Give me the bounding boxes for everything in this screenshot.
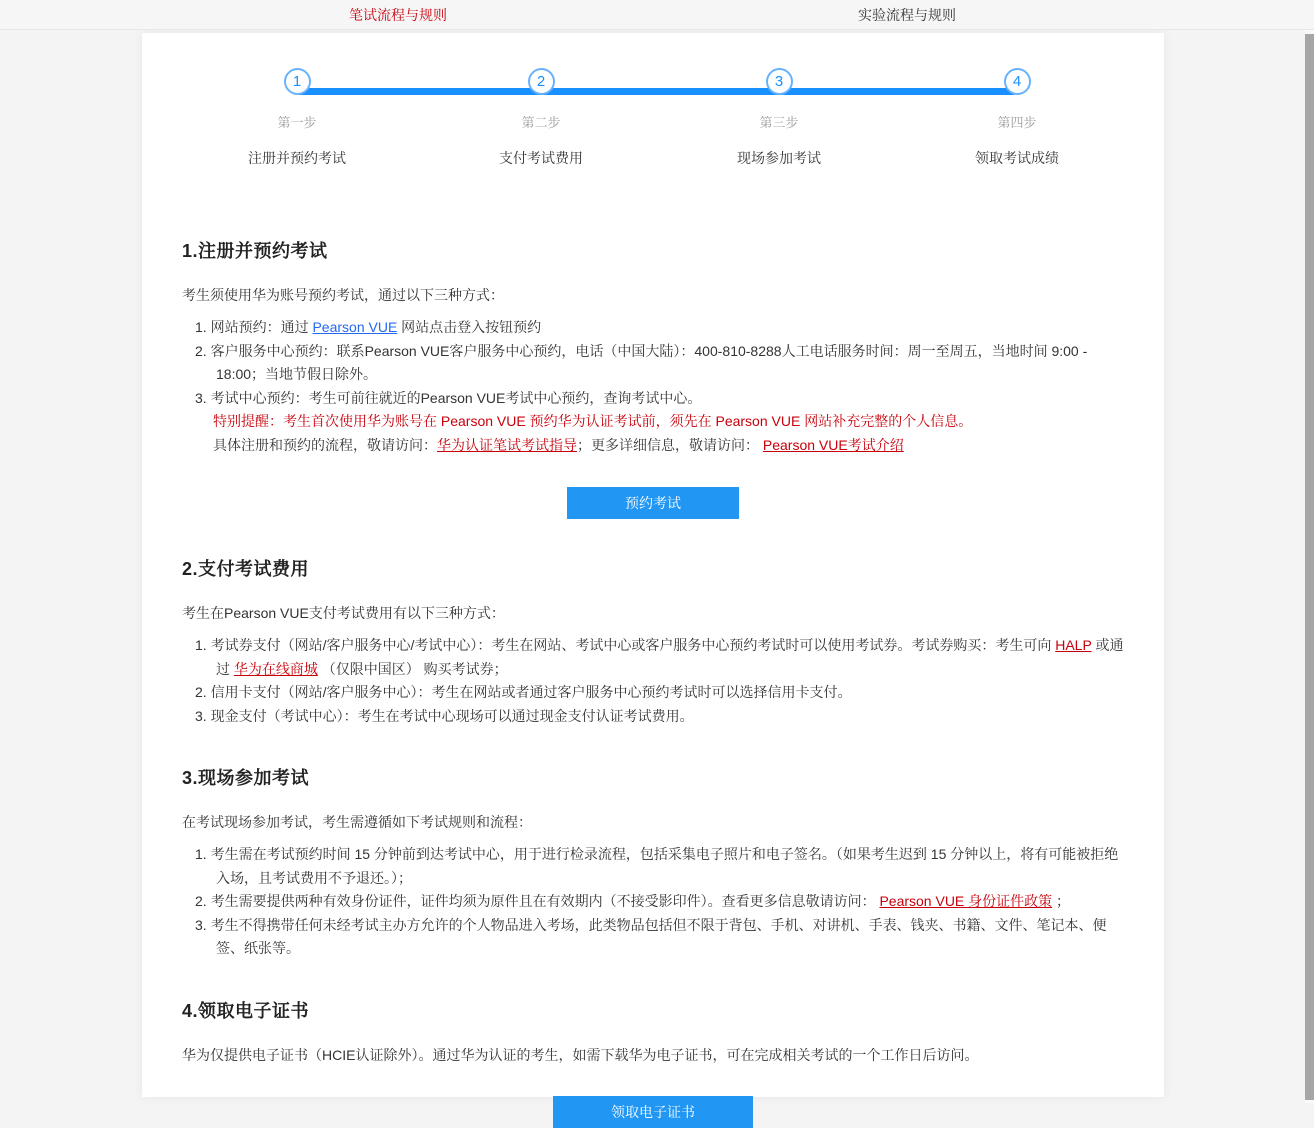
text-run: 3. 现金支付（考试中心）：考生在考试中心现场可以通过现金支付认证考试费用。 (195, 707, 694, 724)
special-reminder (213, 410, 1124, 434)
list-item (195, 340, 1124, 387)
text-run: 或通过 (216, 637, 1124, 677)
exam-process-stepper (142, 33, 1164, 183)
step-1-label: 第一步 (277, 115, 317, 130)
section-1-heading: 1.注册并预约考试 (182, 241, 328, 261)
list-item (195, 316, 1124, 340)
text-run: 1. 考生需在考试预约时间 15 分钟前到达考试中心，用于进行检录流程，包括采集电子照片和电子签名。（如果考生迟到 15 分钟以上，将有可能被拒绝入场，且考试费用不予退还。）； (195, 846, 1119, 886)
section-4-heading: 4.领取电子证书 (182, 1000, 310, 1021)
top-tab-bar (0, 0, 1314, 30)
section-4-intro: 华为仅提供电子证书（HCIE认证除外）。通过华为认证的考生，如需下载华为电子证书，可在完成相关考试的一个工作日后访问。 (182, 1046, 979, 1063)
step-2 (451, 68, 631, 168)
certificate-button-row (182, 1067, 1124, 1128)
list-item (195, 681, 1124, 705)
more-info-line (213, 434, 1124, 458)
list-item (195, 387, 1124, 411)
tab-written-exam-rules[interactable]: 笔试流程与规则 (349, 7, 447, 23)
text-run: ；更多详细信息，敬请访问： (577, 436, 763, 453)
step-1-title: 注册并预约考试 (248, 150, 346, 166)
text-run: （仅限中国区） 购买考试券； (317, 660, 508, 677)
step-1 (207, 68, 387, 168)
huawei-online-store-link[interactable]: 华为在线商城 (233, 660, 318, 677)
stepper-connector-line (297, 88, 1017, 95)
list-item (195, 890, 1124, 914)
list-item (195, 843, 1124, 890)
step-3-circle: 3 (766, 68, 793, 95)
step-2-label: 第二步 (521, 115, 561, 130)
book-button-row (182, 457, 1124, 519)
step-2-circle: 2 (528, 68, 555, 95)
list-item (195, 914, 1124, 961)
section-3-list (195, 843, 1124, 961)
tab-lab-exam-rules[interactable]: 实验流程与规则 (858, 7, 956, 23)
section-get-certificate (182, 997, 1124, 1128)
text-run: 2. 考生需要提供两种有效身份证件，证件均须为原件且在有效期内（不接受影印件）。查看更多信息敬请访问： (195, 893, 880, 909)
step-3 (689, 68, 869, 168)
get-certificate-button[interactable]: 领取电子证书 (553, 1096, 753, 1128)
step-3-label: 第三步 (759, 115, 799, 130)
text-run: 2. 客户服务中心预约：联系Pearson VUE客户服务中心预约，电话（中国大陆）：400-810-8288人工电话服务时间：周一至周五，当地时间 9:00 - 18:00；当地节假日除外。 (195, 342, 1088, 382)
step-4 (927, 68, 1107, 168)
pearson-vue-intro-link[interactable]: Pearson VUE考试介绍 (762, 436, 904, 453)
section-2-heading: 2.支付考试费用 (182, 559, 310, 579)
section-1-notes (213, 410, 1124, 457)
text-run: 网站点击登入按钮预约 (397, 319, 542, 335)
section-register-and-book (182, 237, 1124, 519)
step-3-title: 现场参加考试 (737, 150, 821, 166)
step-1-circle: 1 (284, 68, 311, 95)
section-1-intro: 考生须使用华为账号预约考试，通过以下三种方式： (182, 287, 504, 303)
step-4-label: 第四步 (997, 115, 1037, 130)
page-scrollbar-track[interactable] (1305, 30, 1314, 1103)
main-card (142, 33, 1164, 1120)
text-run: 3. 考生不得携带任何未经考试主办方允许的个人物品进入考场，此类物品包括但不限于背包、手机、对讲机、手表、钱夹、书籍、文件、笔记本、便签、纸张等。 (195, 916, 1107, 956)
halp-link[interactable]: HALP (1055, 637, 1092, 653)
step-2-title: 支付考试费用 (499, 150, 583, 166)
section-2-intro: 考生在Pearson VUE支付考试费用有以下三种方式： (182, 605, 505, 621)
text-run: 1. 考试券支付（网站/客户服务中心/考试中心）：考生在网站、考试中心或客户服务中心预约考试时可以使用考试券。考试券购买：考生可向 (195, 637, 1056, 653)
text-run: 具体注册和预约的流程，敬请访问： (213, 436, 437, 453)
text-run: 2. 信用卡支付（网站/客户服务中心）：考生在网站或者通过客户服务中心预约考试时可以选择信用卡支付。 (195, 684, 852, 700)
list-item (195, 705, 1124, 729)
section-1-list (195, 316, 1124, 457)
section-3-heading: 3.现场参加考试 (182, 768, 310, 788)
section-pay-fee (182, 555, 1124, 728)
page-scrollbar-thumb[interactable] (1305, 34, 1314, 1100)
step-4-title: 领取考试成绩 (975, 150, 1059, 166)
pearson-vue-link[interactable]: Pearson VUE (312, 319, 398, 335)
text-run: 3. 考试中心预约：考生可前往就近的Pearson VUE考试中心预约，查询考试中心。 (195, 389, 702, 406)
list-item (195, 634, 1124, 681)
card-content (142, 183, 1164, 1128)
id-policy-link[interactable]: Pearson VUE 身份证件政策 (879, 893, 1053, 909)
step-4-circle: 4 (1004, 68, 1031, 95)
book-exam-button[interactable]: 预约考试 (567, 487, 739, 519)
written-exam-guide-link[interactable]: 华为认证笔试考试指导 (437, 436, 577, 453)
text-run: 特别提醒：考生首次使用华为账号在 Pearson VUE 预约华为认证考试前，须先在 Pearson VUE 网站补充完整的个人信息。 (213, 413, 973, 429)
text-run: 1. 网站预约：通过 (195, 319, 313, 335)
section-attend-onsite (182, 764, 1124, 961)
section-3-intro: 在考试现场参加考试，考生需遵循如下考试规则和流程： (182, 814, 532, 830)
text-run: ； (1052, 893, 1071, 909)
section-2-list (195, 634, 1124, 728)
